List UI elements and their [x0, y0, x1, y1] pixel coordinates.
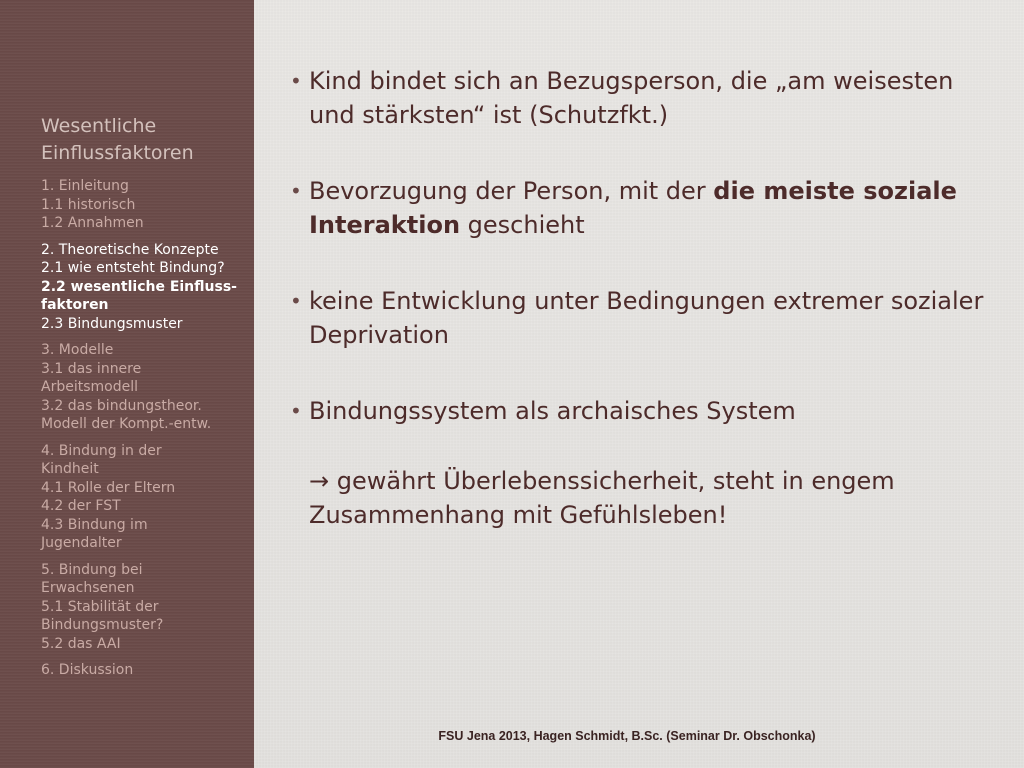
toc-item[interactable]: 4.3 Bindung im	[41, 516, 148, 533]
arrow-note	[309, 464, 990, 532]
bullet-text	[309, 397, 796, 425]
table-of-contents	[41, 177, 251, 688]
bullet-text	[309, 67, 953, 129]
section-title: Wesentliche Einflussfaktoren	[41, 115, 194, 164]
bullet-text-part: Kind bindet sich an Bezugsperson, die „am weisesten und stärksten“ ist (Schutzfkt.)	[309, 67, 954, 129]
toc-item[interactable]: 4. Bindung in der	[41, 442, 162, 459]
toc-item[interactable]: 5.2 das AAI	[41, 635, 121, 652]
toc-group	[41, 341, 251, 434]
toc-item[interactable]: Bindungsmuster?	[41, 617, 164, 633]
toc-item[interactable]: 2.2 wesentliche Einfluss-	[41, 278, 237, 295]
arrow-right-icon: →	[309, 467, 337, 495]
bullet-text	[309, 287, 983, 349]
toc-item[interactable]: 3.1 das innere	[41, 360, 142, 377]
toc-item[interactable]: Jugendalter	[41, 535, 122, 551]
bullet-point	[290, 394, 990, 532]
toc-item[interactable]: 6. Diskussion	[41, 662, 134, 678]
toc-item[interactable]: 5.1 Stabilität der	[41, 598, 159, 615]
toc-item[interactable]: 1. Einleitung	[41, 178, 129, 194]
toc-item[interactable]: 2.1 wie entsteht Bindung?	[41, 260, 225, 276]
toc-item[interactable]: faktoren	[41, 297, 109, 313]
toc-group	[41, 661, 251, 680]
bullet-text	[309, 177, 957, 239]
slide-content	[290, 64, 990, 574]
toc-item[interactable]: Erwachsenen	[41, 580, 135, 596]
bullet-point	[290, 284, 990, 352]
toc-item[interactable]: 3.2 das bindungstheor.	[41, 397, 202, 414]
toc-item[interactable]: Arbeitsmodell	[41, 379, 138, 395]
toc-item[interactable]: 5. Bindung bei	[41, 561, 143, 578]
toc-item[interactable]: 4.2 der FST	[41, 498, 121, 514]
bullet-emphasis: die meiste soziale Interaktion	[309, 177, 957, 239]
toc-item[interactable]: 3. Modelle	[41, 342, 114, 358]
bullet-text-part: keine Entwicklung unter Bedingungen extremer sozialer Deprivation	[309, 287, 984, 349]
bullet-icon: •	[290, 179, 302, 203]
toc-group	[41, 241, 251, 334]
toc-item[interactable]: 4.1 Rolle der Eltern	[41, 479, 176, 496]
toc-group	[41, 442, 251, 553]
bullet-point	[290, 174, 990, 242]
bullet-text-part: Bevorzugung der Person, mit der	[309, 177, 714, 205]
toc-item[interactable]: Kindheit	[41, 461, 99, 477]
bullet-icon: •	[290, 399, 302, 423]
toc-item[interactable]: Modell der Kompt.-entw.	[41, 416, 212, 432]
toc-item[interactable]: 1.1 historisch	[41, 196, 136, 213]
bullet-point	[290, 64, 990, 132]
bullet-icon: •	[290, 69, 302, 93]
toc-item[interactable]: 2.3 Bindungsmuster	[41, 315, 183, 332]
arrow-note-text: gewährt Überlebenssicherheit, steht in engem Zusammenhang mit Gefühlsleben!	[309, 467, 895, 529]
bullet-icon: •	[290, 289, 302, 313]
sidebar	[0, 0, 254, 768]
bullet-text-part: geschieht	[460, 211, 585, 239]
slide-footer: FSU Jena 2013, Hagen Schmidt, B.Sc. (Seminar Dr. Obschonka)	[438, 729, 816, 743]
toc-item[interactable]: 2. Theoretische Konzepte	[41, 241, 219, 258]
toc-group	[41, 177, 251, 233]
toc-item[interactable]: 1.2 Annahmen	[41, 215, 144, 231]
toc-group	[41, 561, 251, 654]
bullet-text-part: Bindungssystem als archaisches System	[309, 397, 796, 425]
